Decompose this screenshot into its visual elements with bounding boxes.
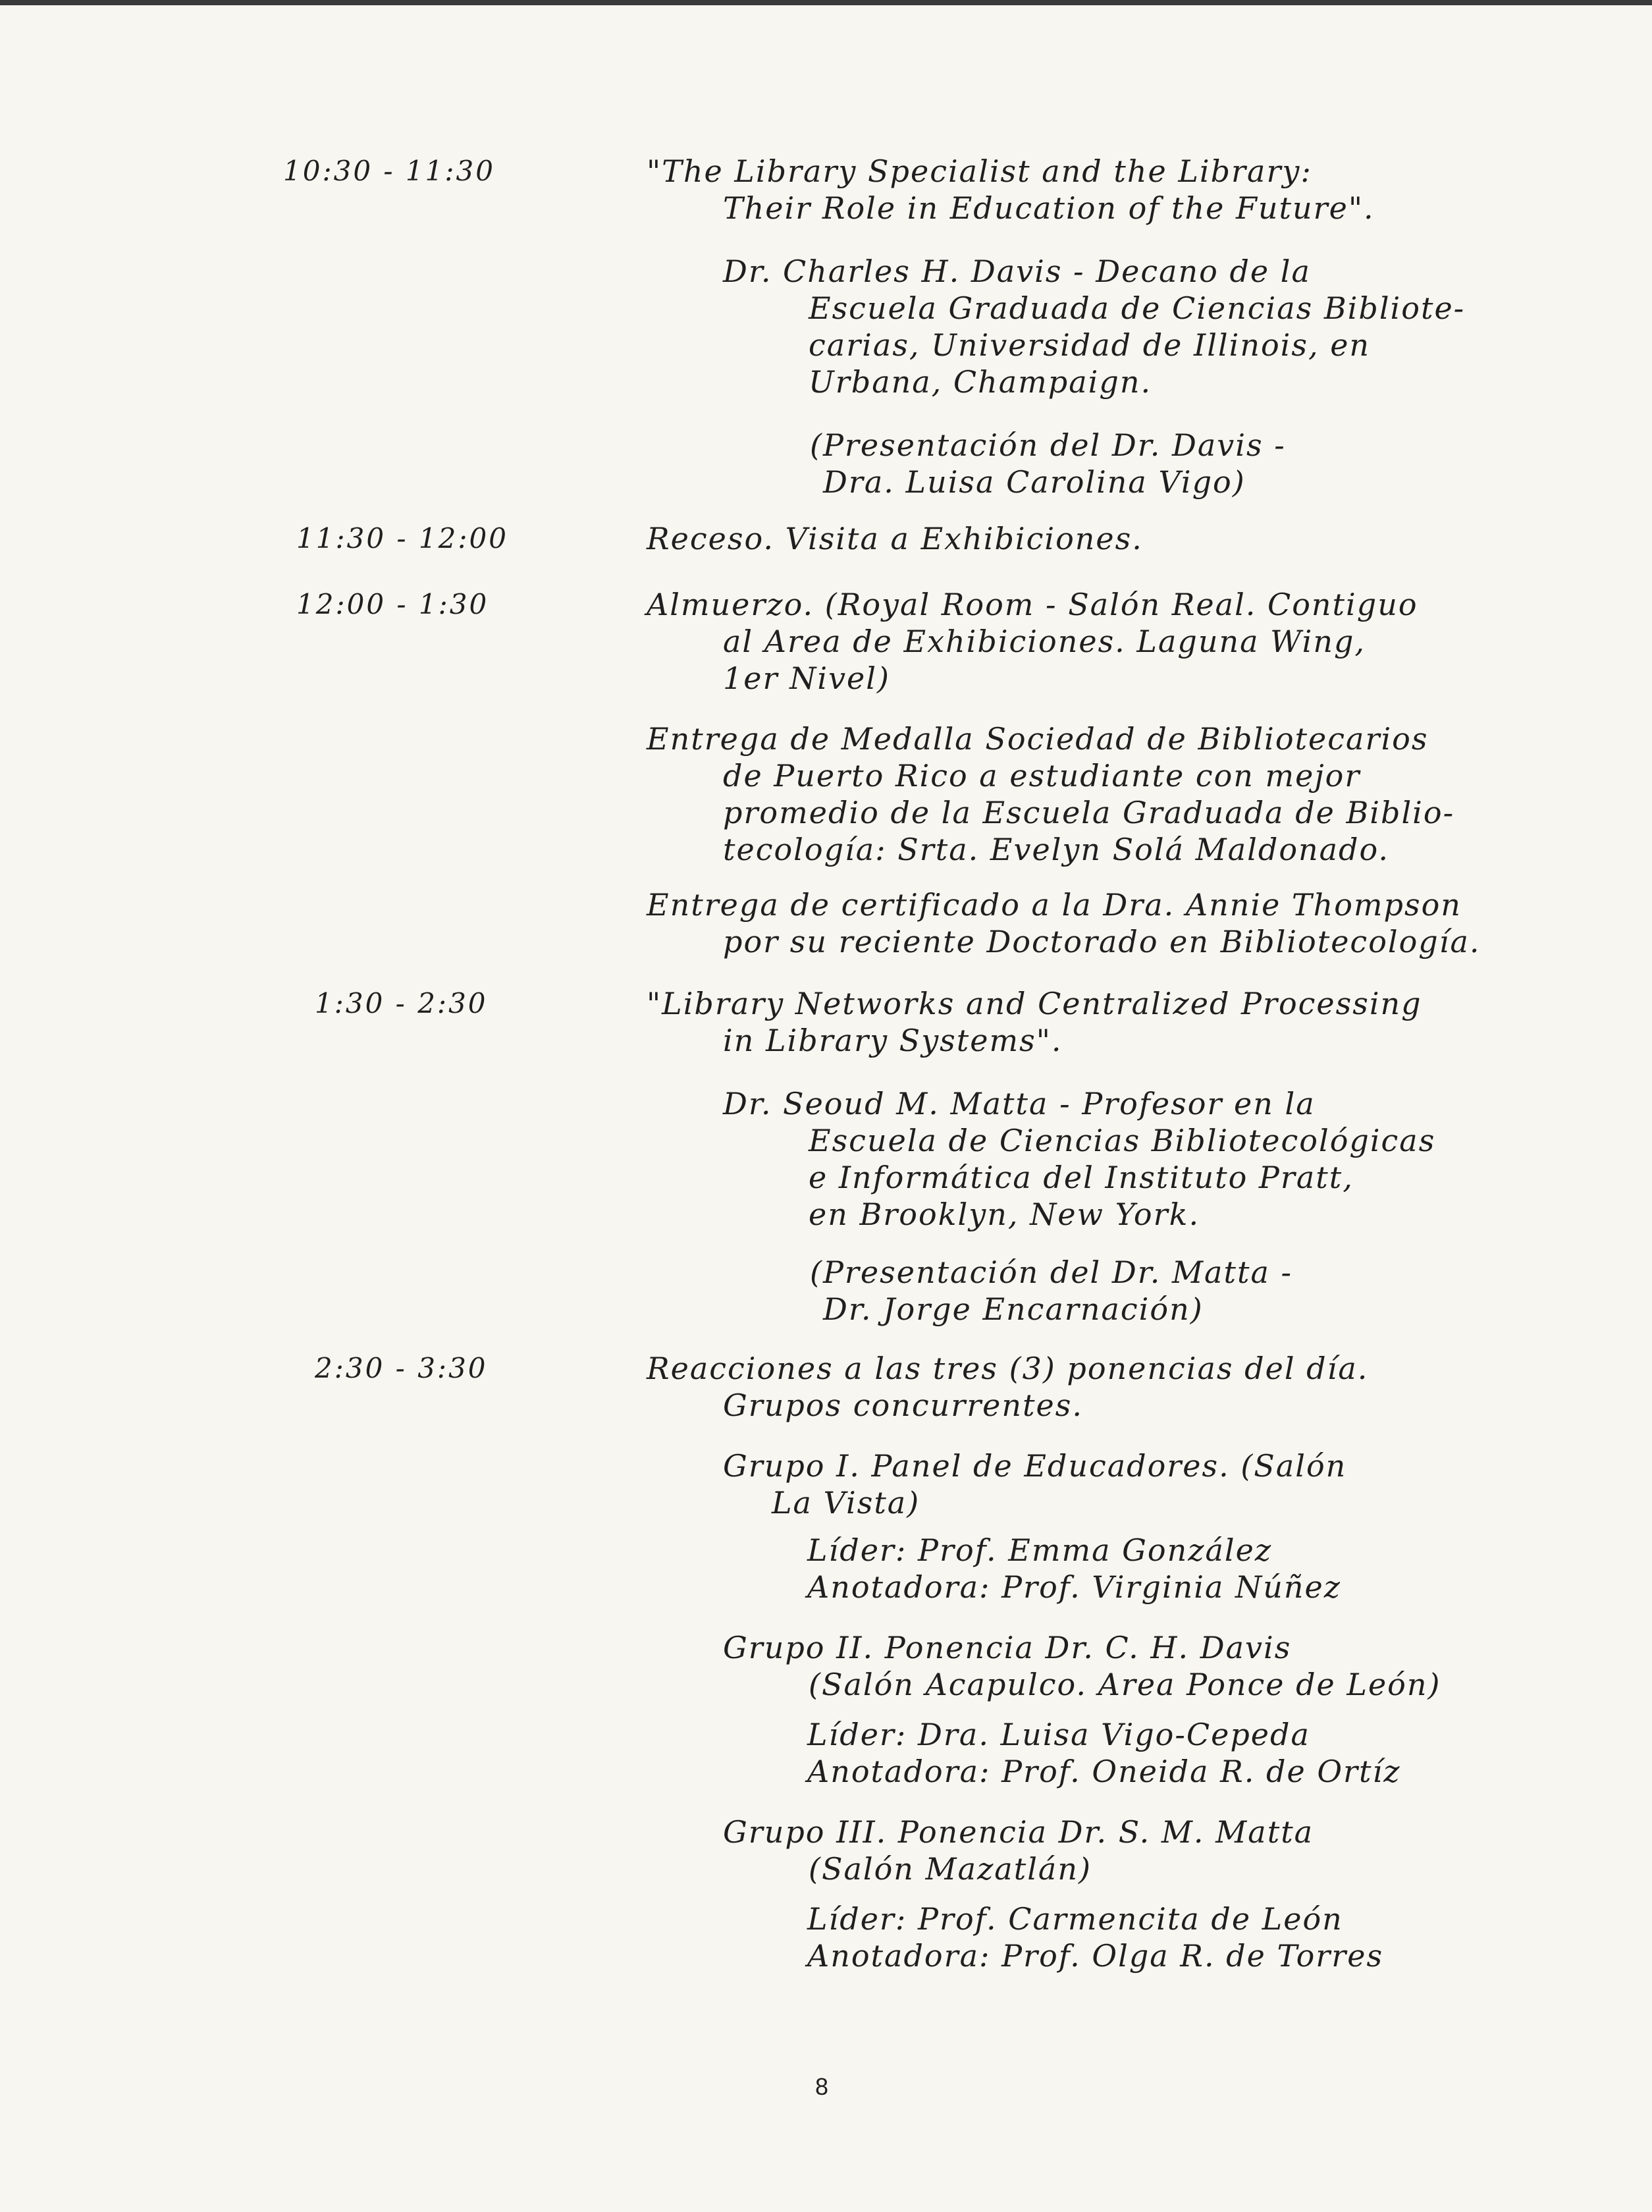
time-slot-2: 11:30 - 12:00 <box>296 522 508 554</box>
session4-presentation-line2: Dr. Jorge Encarnación) <box>823 1291 1204 1327</box>
session3-lunch-line2: al Area de Exhibiciones. Laguna Wing, <box>723 624 1366 659</box>
group3-note-taker: Anotadora: Prof. Olga R. de Torres <box>807 1938 1384 1974</box>
session3-medal-line2: de Puerto Rico a estudiante con mejor <box>723 758 1361 794</box>
group3-title-line2: (Salón Mazatlán) <box>809 1851 1092 1887</box>
group3-title-line1: Grupo III. Ponencia Dr. S. M. Matta <box>723 1814 1314 1850</box>
session2-text: Receso. Visita a Exhibiciones. <box>647 521 1143 556</box>
group3-leader: Líder: Prof. Carmencita de León <box>807 1901 1343 1937</box>
session1-speaker-line1: Dr. Charles H. Davis - Decano de la <box>723 254 1311 289</box>
session1-presentation-line1: (Presentación del Dr. Davis - <box>810 427 1286 463</box>
session3-lunch-line1: Almuerzo. (Royal Room - Salón Real. Contiguo <box>647 587 1418 622</box>
session4-speaker-line4: en Brooklyn, New York. <box>809 1197 1200 1232</box>
group2-leader: Líder: Dra. Luisa Vigo-Cepeda <box>807 1717 1310 1752</box>
session4-speaker-line1: Dr. Seoud M. Matta - Profesor en la <box>723 1086 1316 1121</box>
session3-lunch-line3: 1er Nivel) <box>723 661 890 696</box>
group2-note-taker: Anotadora: Prof. Oneida R. de Ortíz <box>807 1754 1401 1789</box>
group2-title-line1: Grupo II. Ponencia Dr. C. H. Davis <box>723 1630 1292 1665</box>
session3-medal-line4: tecología: Srta. Evelyn Solá Maldonado. <box>723 832 1390 867</box>
group1-leader: Líder: Prof. Emma González <box>807 1532 1273 1568</box>
session5-line1: Reacciones a las tres (3) ponencias del día. <box>647 1351 1369 1386</box>
session1-speaker-line3: carias, Universidad de Illinois, en <box>809 327 1371 363</box>
session3-medal-line3: promedio de la Escuela Graduada de Biblio- <box>723 795 1455 830</box>
session5-line2: Grupos concurrentes. <box>723 1388 1083 1423</box>
time-slot-4: 1:30 - 2:30 <box>315 987 488 1019</box>
session1-title-line2: Their Role in Education of the Future". <box>723 190 1375 226</box>
session1-title-line1: "The Library Specialist and the Library: <box>647 153 1312 189</box>
group1-note-taker: Anotadora: Prof. Virginia Núñez <box>807 1569 1342 1605</box>
time-slot-5: 2:30 - 3:30 <box>315 1352 488 1384</box>
session4-speaker-line3: e Informática del Instituto Pratt, <box>809 1160 1354 1195</box>
group2-title-line2: (Salón Acapulco. Area Ponce de León) <box>809 1667 1441 1702</box>
time-slot-1: 10:30 - 11:30 <box>283 155 495 187</box>
session1-speaker-line2: Escuela Graduada de Ciencias Bibliote- <box>809 290 1466 326</box>
session1-presentation-line2: Dra. Luisa Carolina Vigo) <box>823 464 1246 500</box>
session4-speaker-line2: Escuela de Ciencias Bibliotecológicas <box>809 1123 1436 1158</box>
top-edge-line <box>0 0 1652 5</box>
session3-certificate-line1: Entrega de certificado a la Dra. Annie Thompson <box>647 887 1462 923</box>
session3-medal-line1: Entrega de Medalla Sociedad de Bibliotecarios <box>647 721 1429 757</box>
session4-presentation-line1: (Presentación del Dr. Matta - <box>810 1254 1293 1290</box>
page-number: 8 <box>815 2073 829 2100</box>
session3-certificate-line2: por su reciente Doctorado en Bibliotecología. <box>723 924 1481 959</box>
time-slot-3: 12:00 - 1:30 <box>296 588 489 620</box>
session1-speaker-line4: Urbana, Champaign. <box>809 364 1152 400</box>
session4-title-line2: in Library Systems". <box>723 1023 1063 1058</box>
group1-title-line2: La Vista) <box>772 1485 920 1521</box>
session4-title-line1: "Library Networks and Centralized Processing <box>647 986 1422 1021</box>
group1-title-line1: Grupo I. Panel de Educadores. (Salón <box>723 1448 1347 1484</box>
